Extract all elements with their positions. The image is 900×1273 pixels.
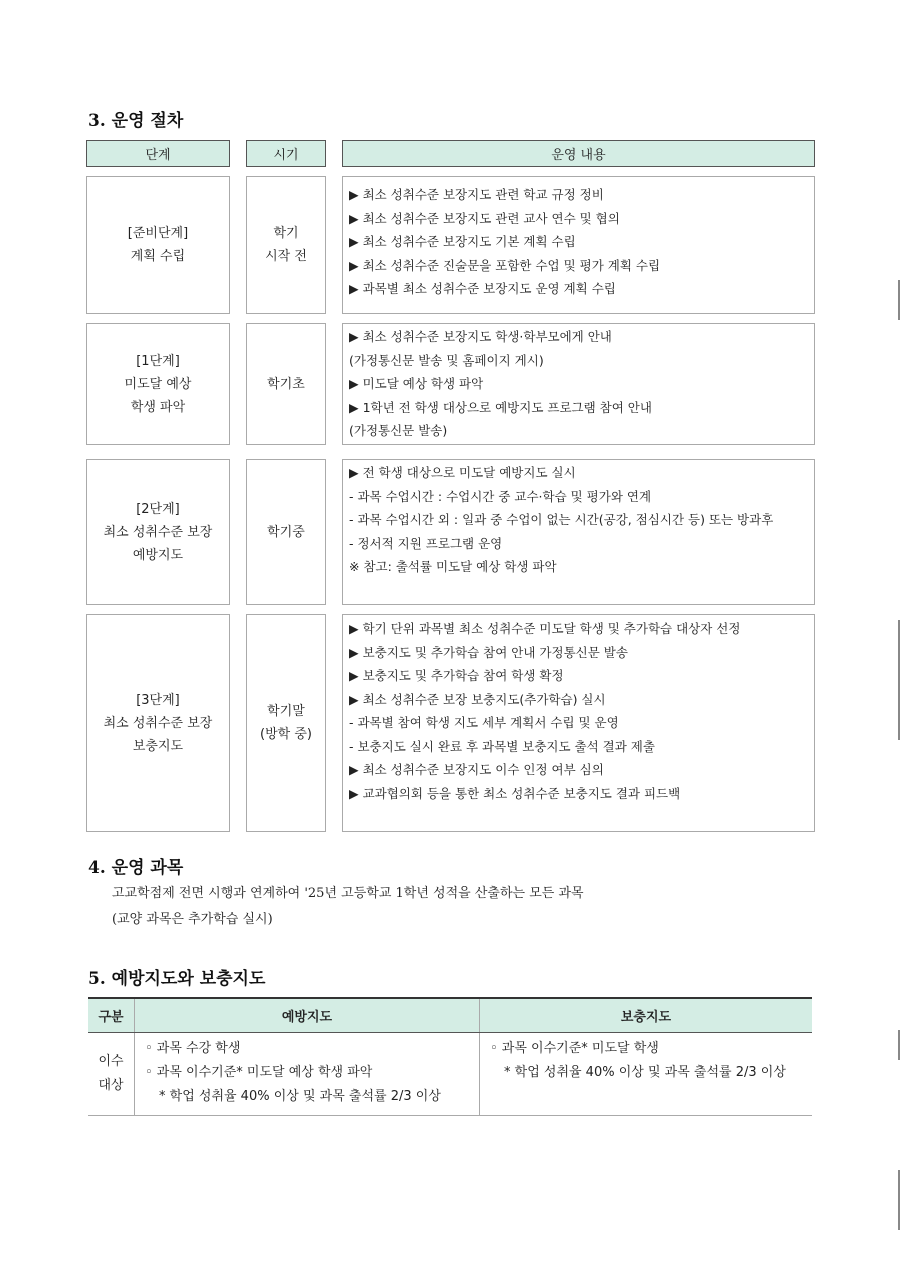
time-line: (방학 중) [260,727,312,742]
header-category: 구분 [88,998,135,1033]
stage-line: 계획 수립 [130,249,186,264]
stage-line: [2단계] [136,501,180,517]
stage-cell-1 [86,323,230,445]
content-cell-3 [342,614,815,832]
stage-line: 최소 성취수준 보장 [103,524,213,540]
section4-body [112,881,584,933]
time-line: 학기초 [267,376,305,392]
supplement-cell [480,1033,813,1116]
prevention-item: ◦ 과목 이수기준* 미도달 예상 학생 파악 [145,1065,373,1080]
header-stage: 단계 [86,140,230,167]
section5-title: 5. 예방지도와 보충지도 [88,969,266,989]
section4-line: 고교학점제 전면 시행과 연계하여 '25년 고등학교 1학년 성적을 산출하는 모든 과목 [112,886,584,901]
header-supplement: 보충지도 [480,998,813,1033]
content-cell-1 [342,323,815,445]
stage-line: 최소 성취수준 보장 [103,715,213,731]
header-time: 시기 [246,140,326,167]
content-item: ▶ 1학년 전 학생 대상으로 예방지도 프로그램 참여 안내 [349,399,652,415]
time-cell-prep [246,176,326,314]
time-cell-1 [246,323,326,445]
content-item: ▶ 최소 성취수준 진술문을 포함한 수업 및 평가 계획 수립 [349,257,661,273]
content-item: ※ 참고: 출석률 미도달 예상 학생 파악 [349,559,557,574]
content-item: - 정서적 지원 프로그램 운영 [349,535,503,551]
supplement-note: * 학업 성취율 40% 이상 및 과목 출석률 2/3 이상 [504,1065,786,1080]
header-content: 운영 내용 [342,140,815,167]
content-item: - 과목 수업시간 : 수업시간 중 교수·학습 및 평가와 연계 [349,488,652,504]
row-label-line: 이수 [98,1054,124,1069]
content-item: ▶ 최소 성취수준 보장 보충지도(추가학습) 실시 [349,691,606,707]
content-item: ▶ 최소 성취수준 보장지도 관련 학교 규정 정비 [349,187,604,202]
time-line: 학기말 [267,704,305,719]
section3-title: 3. 운영 절차 [88,111,184,131]
stage-cell-2 [86,459,230,605]
time-line: 시작 전 [265,249,307,264]
content-item: (가정통신문 발송) [349,423,448,438]
stage-line: [3단계] [136,692,180,708]
content-item: ▶ 과목별 최소 성취수준 보장지도 운영 계획 수립 [349,281,616,296]
section4-title: 4. 운영 과목 [88,858,184,878]
supplement-item: ◦ 과목 이수기준* 미도달 학생 [490,1041,659,1056]
header-prevention: 예방지도 [135,998,480,1033]
content-item: ▶ 미도달 예상 학생 파악 [349,376,484,391]
time-cell-3 [246,614,326,832]
stage-line: 학생 파악 [130,399,186,415]
prevention-cell [135,1033,480,1116]
content-item: ▶ 최소 성취수준 보장지도 학생·학부모에게 안내 [349,329,612,344]
stage-line: [준비단계] [127,226,189,241]
content-item: (가정통신문 발송 및 홈페이지 게시) [349,352,544,368]
content-item: ▶ 최소 성취수준 보장지도 기본 계획 수립 [349,234,576,249]
content-item: ▶ 최소 성취수준 보장지도 이수 인정 여부 심의 [349,762,604,777]
section4-line: (교양 과목은 추가학습 실시) [112,912,273,927]
content-item: - 과목별 참여 학생 지도 세부 계획서 수립 및 운영 [349,715,619,730]
content-item: ▶ 학기 단위 과목별 최소 성취수준 미도달 학생 및 추가학습 대상자 선정 [349,621,741,636]
content-item: - 보충지도 실시 완료 후 과목별 보충지도 출석 결과 제출 [349,738,655,754]
stage-line: [1단계] [136,353,180,369]
content-item: ▶ 보충지도 및 추가학습 참여 안내 가정통신문 발송 [349,644,628,660]
content-cell-2 [342,459,815,605]
stage-line: 미도달 예상 [124,376,192,392]
stage-line: 보충지도 [132,738,184,754]
stage-cell-prep [86,176,230,314]
prevention-supplement-table [88,997,812,1116]
content-item: ▶ 보충지도 및 추가학습 참여 학생 확정 [349,668,564,683]
time-cell-2 [246,459,326,605]
prevention-note: * 학업 성취율 40% 이상 및 과목 출석률 2/3 이상 [159,1089,441,1104]
time-line: 학기중 [267,524,305,540]
content-cell-prep [342,176,815,314]
time-line: 학기 [273,226,299,241]
content-item: ▶ 교과협의회 등을 통한 최소 성취수준 보충지도 결과 피드백 [349,785,681,801]
content-item: ▶ 최소 성취수준 보장지도 관련 교사 연수 및 협의 [349,210,620,226]
row-label-line: 대상 [98,1078,124,1093]
prevention-item: ◦ 과목 수강 학생 [145,1041,241,1056]
row-label [88,1033,135,1116]
stage-line: 예방지도 [132,547,184,563]
content-item: - 과목 수업시간 외 : 일과 중 수업이 없는 시간(공강, 점심시간 등) 또는 방과후 [349,512,774,527]
stage-cell-3 [86,614,230,832]
content-item: ▶ 전 학생 대상으로 미도달 예방지도 실시 [349,465,576,480]
